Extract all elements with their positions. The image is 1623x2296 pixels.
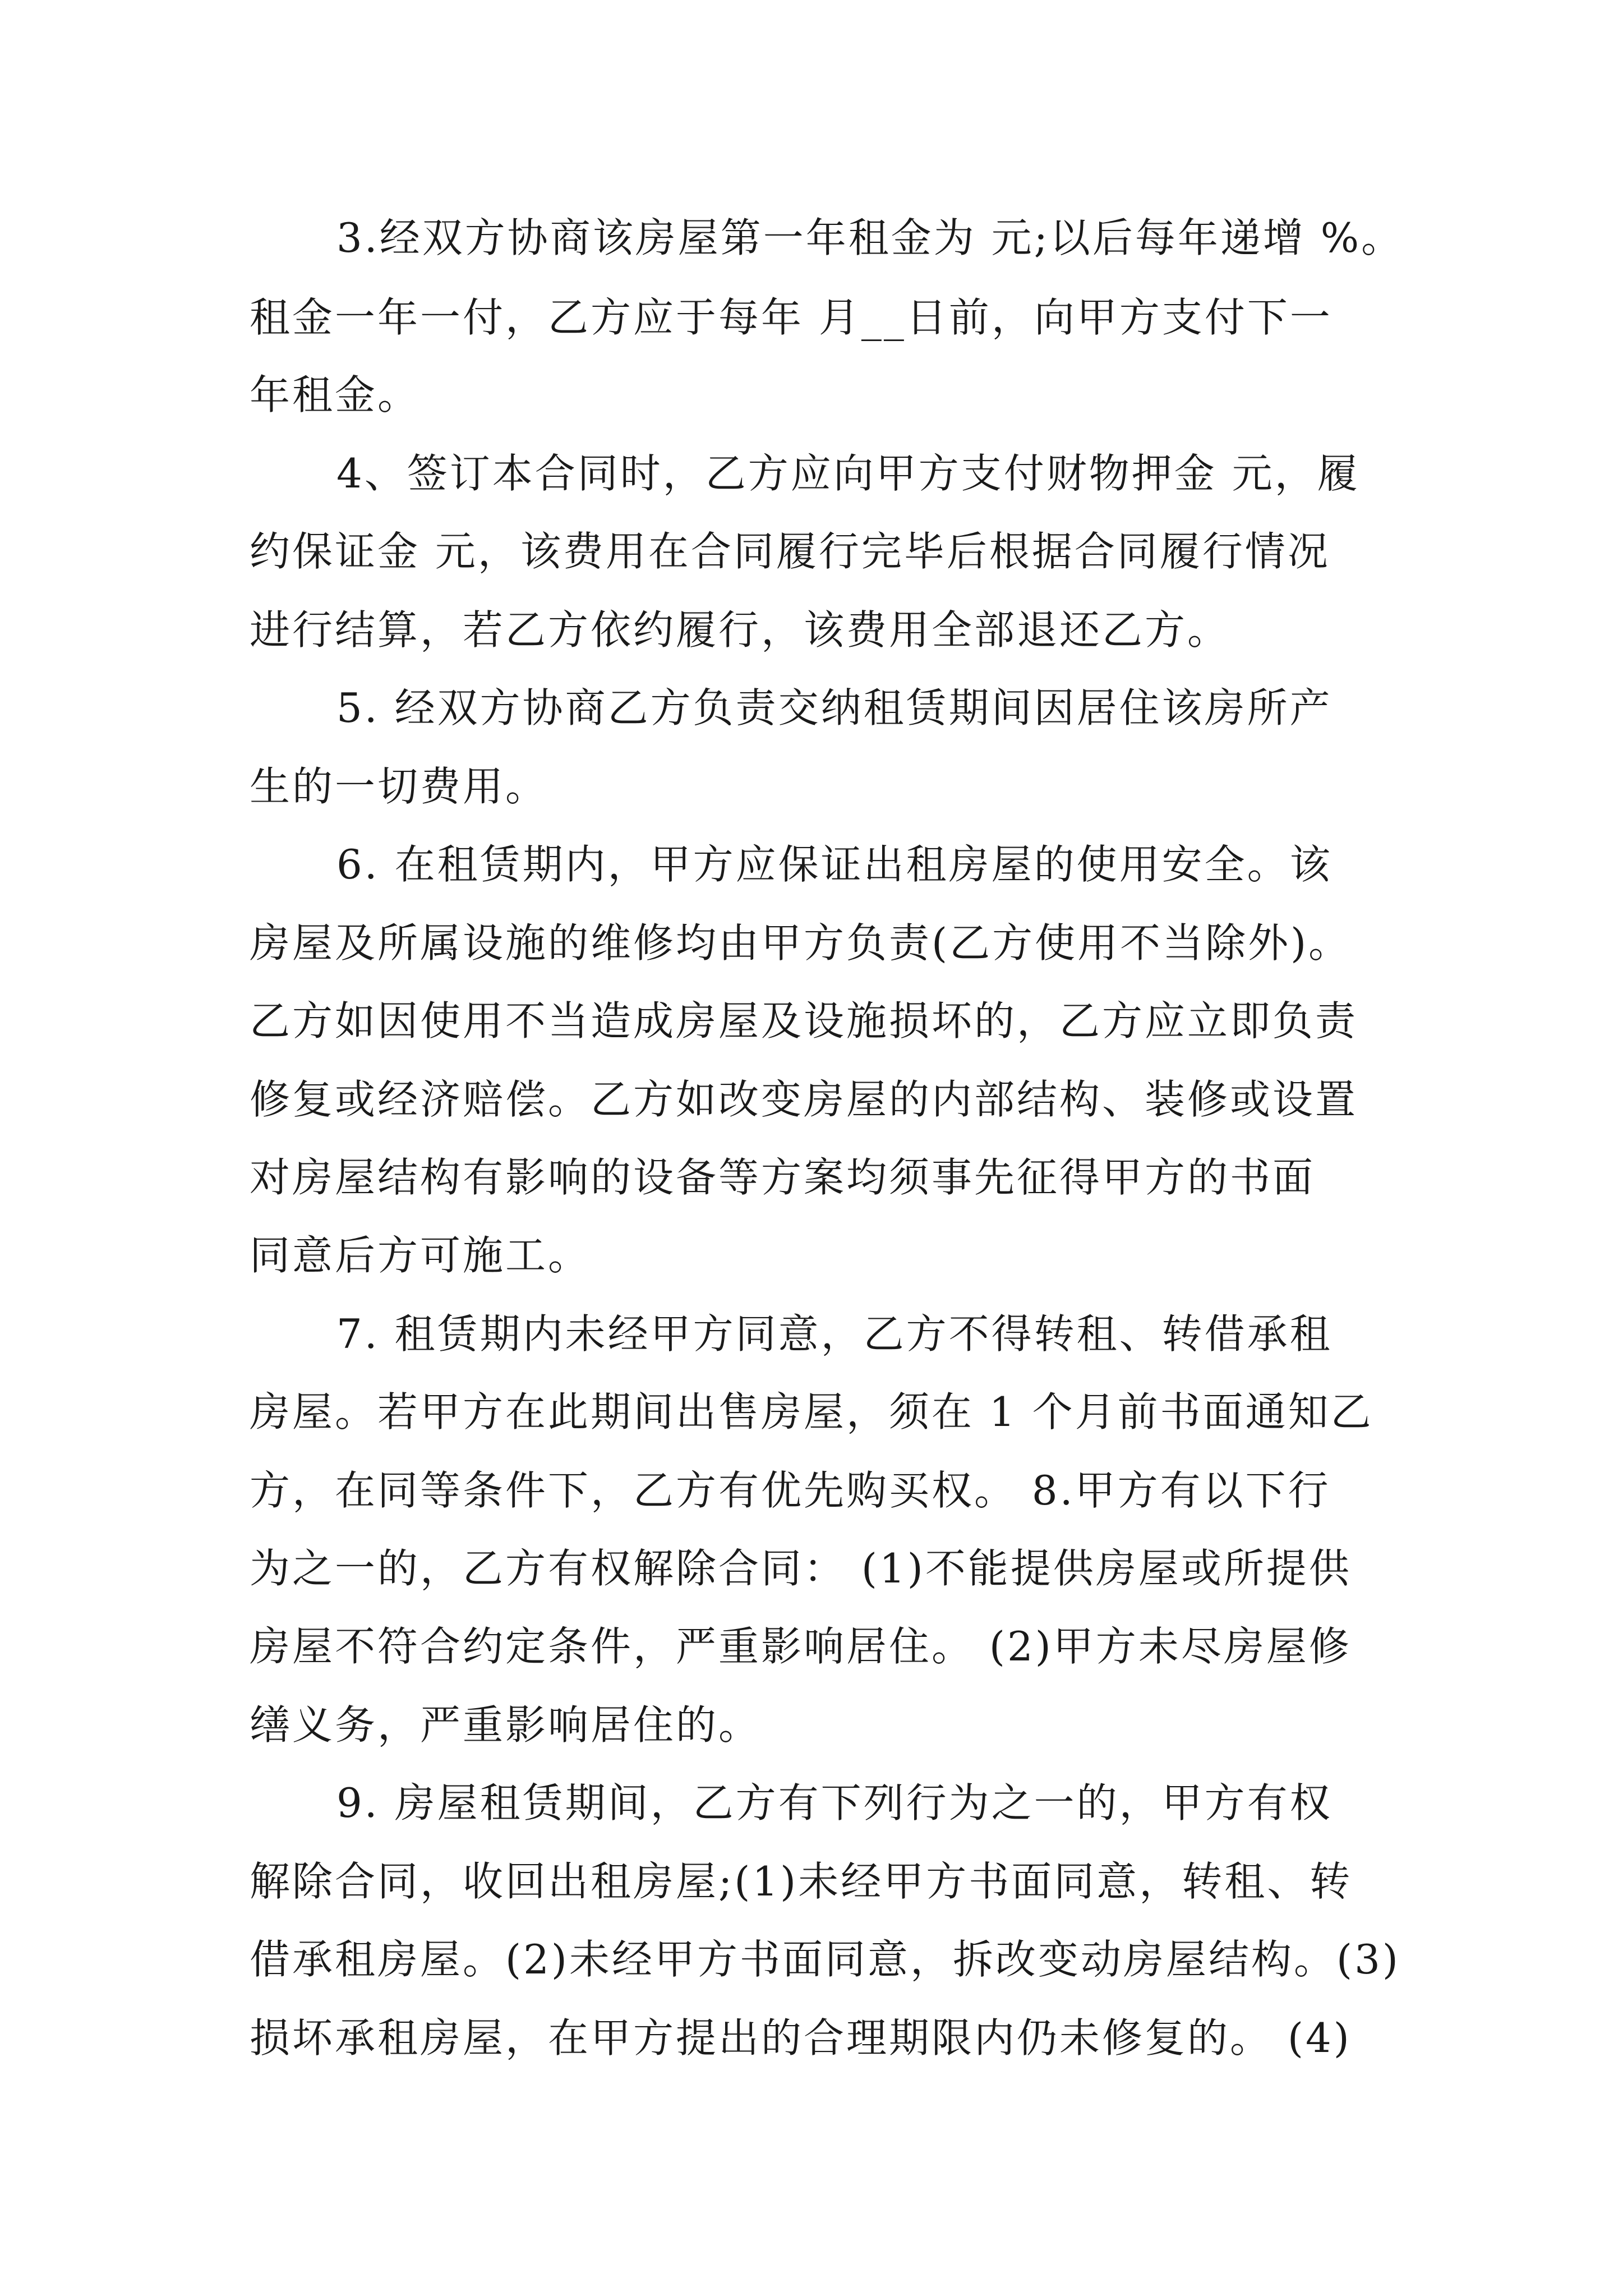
paragraph-6-line-6: 同意后方可施工。 [250, 1232, 591, 1279]
paragraph-7-line-4: 为之一的，乙方有权解除合同： (1)不能提供房屋或所提供 [250, 1545, 1352, 1592]
paragraph-7-line-2: 房屋。若甲方在此期间出售房屋，须在 1 个月前书面通知乙 [250, 1388, 1373, 1435]
paragraph-4-line-2: 约保证金 元，该费用在合同履行完毕后根据合同履行情况 [250, 528, 1330, 575]
paragraph-6-line-1: 6. 在租赁期内，甲方应保证出租房屋的使用安全。该 [336, 841, 1332, 888]
paragraph-5-line-1: 5. 经双方协商乙方负责交纳租赁期间因居住该房所产 [336, 684, 1332, 731]
paragraph-4-line-3: 进行结算，若乙方依约履行，该费用全部退还乙方。 [250, 606, 1230, 654]
paragraph-7-line-5: 房屋不符合约定条件，严重影响居住。 (2)甲方未尽房屋修 [250, 1623, 1352, 1670]
paragraph-6-line-2: 房屋及所属设施的维修均由甲方负责(乙方使用不当除外)。 [250, 919, 1352, 967]
paragraph-3-line-3: 年租金。 [250, 371, 421, 418]
paragraph-9-line-2: 解除合同，收回出租房屋;(1)未经甲方书面同意，转租、转 [250, 1858, 1353, 1905]
paragraph-9-line-1: 9. 房屋租赁期间，乙方有下列行为之一的，甲方有权 [336, 1779, 1332, 1826]
paragraph-6-line-5: 对房屋结构有影响的设备等方案均须事先征得甲方的书面 [250, 1154, 1316, 1201]
paragraph-9-line-4: 损坏承租房屋，在甲方提出的合理期限内仍未修复的。 (4) [250, 2014, 1352, 2062]
paragraph-3-line-1: 3.经双方协商该房屋第一年租金为 元;以后每年递增 %。 [336, 214, 1404, 261]
paragraph-6-line-4: 修复或经济赔偿。乙方如改变房屋的内部结构、装修或设置 [250, 1076, 1358, 1123]
paragraph-9-line-3: 借承租房屋。(2)未经甲方书面同意，拆改变动房屋结构。(3) [250, 1936, 1400, 1983]
paragraph-7-line-6: 缮义务，严重影响居住的。 [250, 1701, 762, 1749]
paragraph-4-line-1: 4、签订本合同时，乙方应向甲方支付财物押金 元，履 [336, 450, 1360, 497]
paragraph-5-line-2: 生的一切费用。 [250, 763, 548, 810]
paragraph-6-line-3: 乙方如因使用不当造成房屋及设施损坏的，乙方应立即负责 [250, 997, 1358, 1045]
paragraph-7-line-1: 7. 租赁期内未经甲方同意，乙方不得转租、转借承租 [336, 1310, 1332, 1358]
paragraph-3-line-2: 租金一年一付，乙方应于每年 月__日前，向甲方支付下一 [250, 294, 1332, 341]
paragraph-7-line-3: 方，在同等条件下，乙方有优先购买权。 8.甲方有以下行 [250, 1467, 1331, 1514]
